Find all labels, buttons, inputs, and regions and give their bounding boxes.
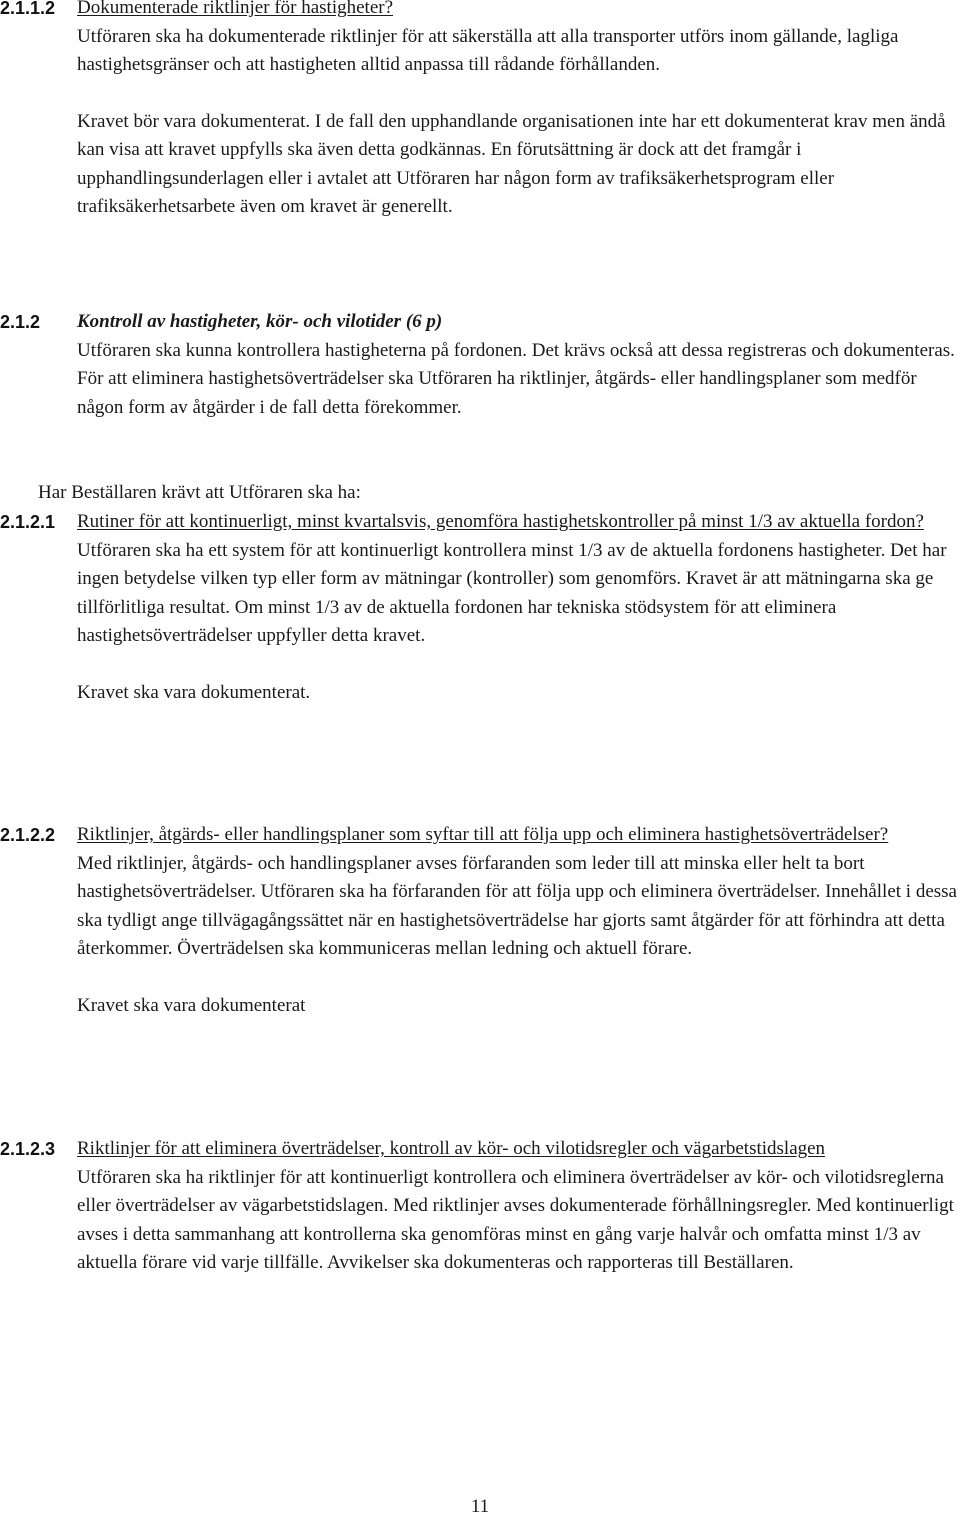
- question-paragraph: Kravet ska vara dokumenterat.: [77, 681, 311, 703]
- section-title: Dokumenterade riktlinjer för hastigheter?: [77, 0, 394, 18]
- section-number: 2.1.1.2: [0, 0, 56, 18]
- question-2-1-2-2: [0, 821, 958, 1020]
- question-title: Riktlinjer, åtgärds- eller handlingsplaner som syftar till att följa upp och eliminera hastighetsöverträdelser?: [77, 824, 889, 845]
- page-number: 11: [470, 1496, 490, 1517]
- question-number: 2.1.2.2: [0, 825, 56, 845]
- section-paragraph: Utföraren ska kunna kontrollera hastigheterna på fordonen. Det krävs också att dessa registreras och dokumenteras. För att eliminera hastighetsöverträdelser ska Utföraren ha riktlinjer, åtgärds- eller handlingsplaner som medför någon form av åtgärder i de fall detta förekommer.: [77, 339, 955, 418]
- section-paragraph: Kravet bör vara dokumenterat. I de fall den upphandlande organisationen inte har ett dokumenterat krav men ändå kan visa att kravet uppfylls ska även detta godkännas. En förutsättning är dock att det framgår i upphandlingsunderlagen eller i avtalet att Utföraren har någon form av trafiksäkerhetsprogram eller trafiksäkerhetsarbete även om kravet är generellt.: [77, 110, 946, 217]
- question-paragraph: Kravet ska vara dokumenterat: [77, 994, 306, 1016]
- section-number: 2.1.2: [0, 312, 41, 332]
- question-2-1-2-3: [0, 1135, 958, 1278]
- question-paragraph: Utföraren ska ha ett system för att kontinuerligt kontrollera minst 1/3 av de aktuella fordonens hastigheter. Det har ingen betydelse vilken typ eller form av mätningar (kontroller) som genomförs. Kravet är att mätningarna ska ge tillförlitliga resultat. Om minst 1/3 av de aktuella fordonen har tekniska stödsystem för att eliminera hastighetsöverträdelser uppfyller detta kravet.: [77, 539, 947, 646]
- question-intro-text: Har Beställaren krävt att Utföraren ska ha:: [38, 482, 361, 503]
- section-2-1-2: [0, 308, 958, 422]
- question-paragraph: Utföraren ska ha riktlinjer för att kontinuerligt kontrollera och eliminera överträdelser av kör- och vilotidsreglerna eller överträdelser av vägarbetstidslagen. Med riktlinjer avses dokumenterade förhållningsregler. Med kontinuerligt avses i detta sammanhang att kontrollerna ska genomföras minst en gång varje halvår och omfatta minst 1/3 av aktuella förare vid varje tillfälle. Avvikelser ska dokumenteras och rapporteras till Beställaren.: [77, 1166, 954, 1273]
- question-title: Riktlinjer för att eliminera överträdelser, kontroll av kör- och vilotidsregler och vägarbetstidslagen: [77, 1138, 826, 1159]
- section-paragraph: Utföraren ska ha dokumenterade riktlinjer för att säkerställa att alla transporter utförs inom gällande, lagliga hastighetsgränser och att hastigheten alltid anpassa till rådande förhållanden.: [77, 25, 899, 75]
- section-2-1-1-2: [0, 0, 958, 222]
- question-2-1-2-1: [0, 508, 958, 707]
- question-title: Rutiner för att kontinuerligt, minst kvartalsvis, genomföra hastighetskontroller på minst 1/3 av aktuella fordon?: [77, 511, 924, 532]
- question-intro: [0, 479, 958, 508]
- section-heading: Kontroll av hastigheter, kör- och vilotider (6 p): [77, 311, 443, 332]
- question-number: 2.1.2.3: [0, 1139, 56, 1159]
- question-paragraph: Med riktlinjer, åtgärds- och handlingsplaner avses förfaranden som leder till att minska eller helt ta bort hastighetsöverträdelser. Utföraren ska ha förfaranden för att följa upp och eliminera överträdelser. Innehållet i dessa ska tydligt ange tillvägagångssättet när en hastighetsöverträdelse har gjorts samt åtgärder för att förhindra att detta återkommer. Överträdelsen ska kommuniceras mellan ledning och aktuell förare.: [77, 852, 957, 959]
- question-number: 2.1.2.1: [0, 512, 56, 532]
